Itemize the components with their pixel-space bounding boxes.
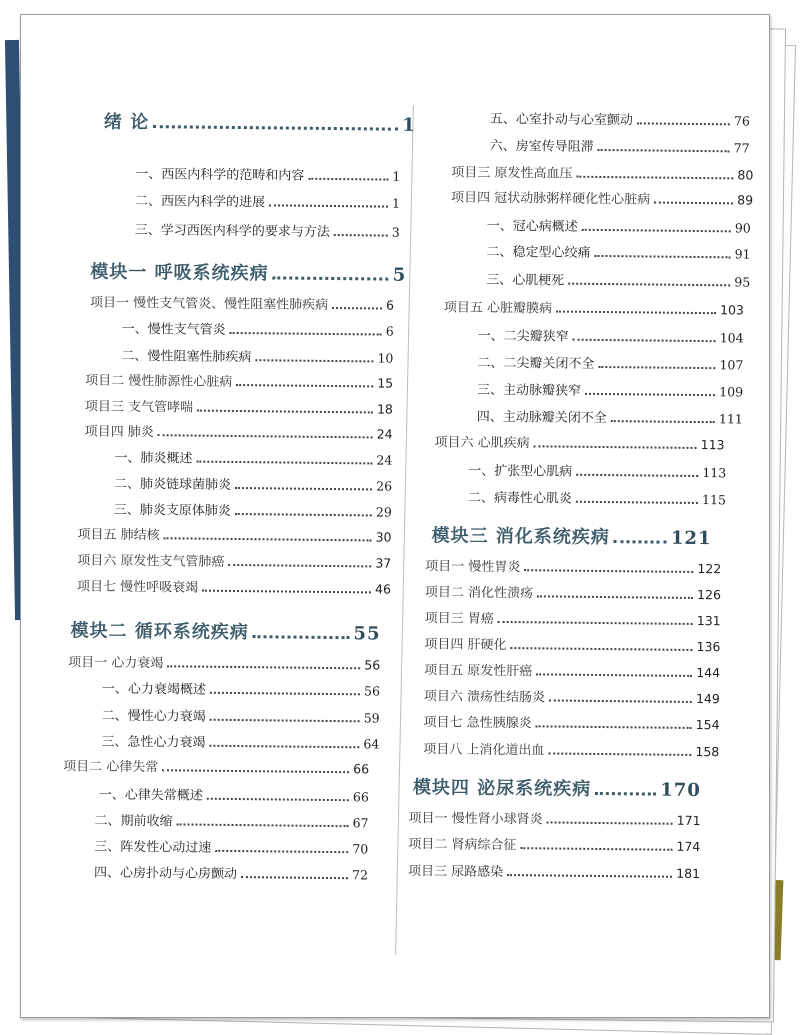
entry-title: 一、二尖瓣狭窄 bbox=[477, 328, 569, 345]
page-number: 72 bbox=[352, 867, 369, 883]
entry-title: 项目三 尿路感染 bbox=[407, 863, 504, 880]
section-entry bbox=[114, 499, 392, 521]
page-number: 113 bbox=[700, 437, 725, 453]
dot-leader bbox=[273, 276, 389, 280]
entry-title: 三、心肌梗死 bbox=[486, 272, 565, 289]
section-entry bbox=[468, 487, 726, 509]
entry-title: 四、主动脉瓣关闭不全 bbox=[476, 409, 607, 427]
section-entry bbox=[102, 678, 380, 700]
section-entry bbox=[477, 379, 743, 401]
dot-leader bbox=[177, 823, 349, 827]
dot-leader bbox=[215, 850, 348, 853]
page-number: 1 bbox=[392, 168, 401, 184]
dot-leader bbox=[507, 874, 672, 878]
entry-title: 二、稳定型心绞痛 bbox=[486, 244, 591, 261]
project-entry bbox=[77, 549, 391, 571]
project-entry bbox=[434, 431, 724, 453]
page-number: 56 bbox=[364, 657, 381, 673]
dot-leader bbox=[498, 621, 693, 625]
project-entry bbox=[451, 161, 753, 183]
entry-title: 二、慢性阻塞性肺疾病 bbox=[121, 348, 252, 366]
project-entry bbox=[68, 651, 380, 673]
dot-leader bbox=[611, 420, 715, 423]
project-entry bbox=[63, 755, 369, 777]
entry-title: 模块三 消化系统疾病 bbox=[431, 525, 610, 549]
page-number: 126 bbox=[697, 587, 722, 603]
section-entry bbox=[135, 219, 400, 241]
project-entry bbox=[408, 833, 700, 855]
project-entry bbox=[424, 685, 720, 707]
page-number: 30 bbox=[375, 529, 392, 545]
dot-leader bbox=[598, 366, 715, 369]
section-entry bbox=[477, 352, 743, 374]
toc-column-left bbox=[47, 15, 416, 883]
page-number: 64 bbox=[363, 736, 380, 752]
dot-leader bbox=[594, 255, 730, 258]
page-number: 76 bbox=[733, 113, 750, 129]
project-entry bbox=[444, 296, 744, 318]
section-entry bbox=[490, 135, 750, 157]
dot-leader bbox=[576, 474, 698, 477]
page-number: 95 bbox=[734, 274, 751, 290]
dot-leader bbox=[598, 149, 730, 152]
section-entry bbox=[477, 406, 743, 428]
section-entry bbox=[101, 731, 379, 753]
dot-leader bbox=[568, 283, 730, 287]
page-number: 1 bbox=[392, 195, 401, 211]
dot-leader bbox=[334, 234, 388, 237]
entry-title: 项目四 冠状动脉粥样硬化性心脏病 bbox=[451, 190, 651, 208]
dot-leader bbox=[520, 847, 672, 851]
entry-title: 三、急性心力衰竭 bbox=[101, 734, 206, 751]
toc-page bbox=[20, 14, 770, 1018]
dot-leader bbox=[167, 665, 360, 669]
toc-column-right bbox=[407, 15, 763, 882]
page-number: 10 bbox=[377, 350, 394, 366]
entry-title: 三、阵发性心动过速 bbox=[94, 839, 212, 856]
entry-title: 二、病毒性心肌炎 bbox=[467, 490, 573, 507]
module-heading bbox=[413, 773, 701, 802]
dot-leader bbox=[332, 307, 382, 310]
entry-title: 一、西医内科学的范畴和内容 bbox=[135, 166, 305, 184]
dot-leader bbox=[576, 501, 698, 504]
entry-title: 二、肺炎链球菌肺炎 bbox=[114, 476, 232, 493]
project-entry bbox=[425, 581, 721, 603]
entry-title: 项目一 心力衰竭 bbox=[68, 655, 164, 672]
section-entry bbox=[121, 345, 393, 367]
page-number: 56 bbox=[363, 683, 381, 699]
entry-title: 一、慢性支气管炎 bbox=[121, 321, 226, 338]
section-entry bbox=[102, 705, 380, 727]
section-entry bbox=[486, 241, 750, 263]
dot-leader bbox=[209, 745, 359, 749]
dot-leader bbox=[548, 752, 691, 755]
project-entry bbox=[425, 607, 721, 629]
section-entry bbox=[114, 447, 392, 469]
page-number: 66 bbox=[353, 761, 370, 777]
project-entry bbox=[424, 633, 720, 655]
entry-title: 项目一 慢性支气管炎、慢性阻塞性肺疾病 bbox=[89, 295, 329, 313]
page-number: 158 bbox=[695, 743, 720, 760]
project-entry bbox=[77, 523, 391, 545]
dot-leader bbox=[210, 692, 360, 696]
dot-leader bbox=[308, 178, 388, 181]
page-number: 6 bbox=[385, 297, 395, 313]
section-entry bbox=[486, 269, 750, 291]
dot-leader bbox=[253, 635, 350, 639]
section-entry bbox=[122, 318, 394, 340]
entry-title: 五、心室扑动与心室颤动 bbox=[489, 111, 633, 129]
page-number: 77 bbox=[733, 140, 750, 156]
section-entry bbox=[135, 190, 400, 212]
page-number: 3 bbox=[391, 224, 400, 240]
project-entry bbox=[77, 575, 391, 597]
entry-title: 项目八 上消化道出血 bbox=[423, 742, 545, 759]
project-entry bbox=[409, 807, 701, 829]
page-number: 89 bbox=[737, 192, 754, 208]
page-number: 115 bbox=[702, 492, 727, 508]
entry-title: 二、二尖瓣关闭不全 bbox=[477, 355, 595, 372]
entry-title: 项目三 支气管哮喘 bbox=[84, 399, 194, 416]
dot-leader bbox=[210, 719, 360, 723]
entry-title: 三、学习西医内科学的要求与方法 bbox=[134, 222, 330, 240]
page-number: 24 bbox=[376, 452, 393, 468]
page-number: 104 bbox=[719, 330, 744, 346]
entry-title: 项目二 慢性肺源性心脏病 bbox=[85, 373, 233, 390]
project-entry bbox=[423, 738, 719, 760]
page-number: 170 bbox=[660, 779, 702, 802]
entry-title: 二、期前收缩 bbox=[94, 813, 173, 830]
entry-title: 项目二 心律失常 bbox=[63, 759, 159, 776]
page-number: 154 bbox=[695, 716, 720, 733]
entry-title: 三、主动脉瓣狭窄 bbox=[476, 382, 582, 399]
dot-leader bbox=[654, 202, 733, 205]
entry-title: 项目一 慢性胃炎 bbox=[425, 559, 521, 576]
dot-leader bbox=[235, 487, 372, 490]
entry-title: 模块四 泌尿系统疾病 bbox=[412, 777, 592, 800]
dot-leader bbox=[228, 564, 371, 567]
section-entry bbox=[114, 473, 392, 495]
entry-title: 一、心律失常概述 bbox=[98, 787, 203, 804]
page-number: 109 bbox=[719, 384, 744, 400]
dot-leader bbox=[573, 339, 716, 342]
project-entry bbox=[425, 555, 721, 577]
dot-leader bbox=[241, 876, 348, 879]
page-number: 55 bbox=[353, 623, 381, 645]
dot-leader bbox=[524, 569, 693, 573]
dot-leader bbox=[153, 125, 398, 131]
entry-title: 绪 论 bbox=[103, 111, 150, 134]
dot-leader bbox=[162, 769, 349, 773]
project-entry bbox=[408, 860, 700, 882]
dot-leader bbox=[207, 798, 349, 801]
page-number: 29 bbox=[375, 504, 392, 520]
entry-title: 项目七 慢性呼吸衰竭 bbox=[76, 579, 199, 596]
section-entry bbox=[99, 784, 369, 806]
dot-leader bbox=[549, 699, 692, 702]
section-entry bbox=[135, 163, 400, 185]
page-number: 18 bbox=[376, 401, 393, 417]
section-entry bbox=[94, 862, 368, 884]
dot-leader bbox=[269, 204, 388, 207]
module-heading bbox=[104, 108, 416, 137]
entry-title: 项目五 肺结核 bbox=[77, 527, 160, 544]
dot-leader bbox=[576, 176, 733, 180]
dot-leader bbox=[582, 229, 731, 233]
dot-leader bbox=[537, 595, 693, 599]
dot-leader bbox=[236, 384, 373, 387]
project-entry bbox=[85, 420, 393, 442]
dot-leader bbox=[536, 673, 692, 677]
dot-leader bbox=[164, 537, 372, 541]
module-heading bbox=[431, 521, 711, 550]
section-entry bbox=[94, 810, 368, 832]
page-number: 70 bbox=[352, 841, 369, 857]
entry-title: 二、慢性心力衰竭 bbox=[101, 708, 206, 725]
dot-leader bbox=[595, 792, 656, 796]
page-number: 107 bbox=[719, 357, 744, 373]
page-number: 122 bbox=[697, 561, 722, 577]
page-number: 91 bbox=[734, 246, 751, 262]
project-entry bbox=[85, 369, 393, 391]
dot-leader bbox=[511, 647, 693, 651]
dot-leader bbox=[202, 590, 371, 594]
entry-title: 项目五 原发性肝癌 bbox=[424, 663, 533, 680]
page-number: 80 bbox=[737, 167, 754, 183]
project-entry bbox=[424, 711, 720, 733]
entry-title: 一、扩张型心肌病 bbox=[468, 463, 573, 480]
page-number: 121 bbox=[670, 527, 712, 550]
entry-title: 项目一 慢性肾小球肾炎 bbox=[408, 810, 543, 828]
dot-leader bbox=[196, 461, 372, 465]
page-number: 174 bbox=[676, 838, 701, 855]
entry-title: 一、心力衰竭概述 bbox=[101, 681, 207, 698]
page-number: 103 bbox=[719, 302, 745, 318]
entry-title: 项目六 心肌疾病 bbox=[434, 435, 530, 452]
entry-title: 六、房室传导阻滞 bbox=[489, 138, 594, 155]
page-number: 136 bbox=[696, 639, 721, 655]
page-number: 6 bbox=[385, 323, 394, 339]
dot-leader bbox=[585, 393, 715, 396]
dot-leader bbox=[534, 445, 697, 449]
section-entry bbox=[487, 215, 751, 237]
entry-title: 项目六 溃疡性结肠炎 bbox=[423, 689, 546, 706]
dot-leader bbox=[255, 359, 373, 362]
page-number: 37 bbox=[375, 555, 392, 571]
entry-title: 模块一 呼吸系统疾病 bbox=[90, 261, 269, 285]
page-number: 26 bbox=[376, 478, 393, 494]
page-number: 149 bbox=[695, 691, 720, 707]
page-number: 67 bbox=[352, 815, 369, 831]
entry-title: 项目五 心脏瓣膜病 bbox=[443, 300, 553, 317]
page-number: 66 bbox=[352, 789, 369, 805]
page-number: 24 bbox=[376, 426, 393, 442]
page-number: 113 bbox=[702, 465, 727, 481]
entry-title: 一、肺炎概述 bbox=[114, 450, 193, 467]
dot-leader bbox=[556, 311, 716, 315]
page-number: 131 bbox=[696, 613, 721, 629]
entry-title: 项目六 原发性支气管肺癌 bbox=[77, 553, 225, 570]
section-entry bbox=[490, 108, 750, 130]
dot-leader bbox=[230, 332, 382, 336]
entry-title: 项目二 肾病综合征 bbox=[408, 836, 517, 854]
page-number: 1 bbox=[402, 114, 416, 136]
dot-leader bbox=[235, 513, 372, 516]
entry-title: 项目三 胃癌 bbox=[424, 611, 494, 627]
section-entry bbox=[468, 460, 726, 482]
entry-title: 项目四 肺炎 bbox=[84, 424, 154, 441]
dot-leader bbox=[637, 122, 730, 125]
page-number: 90 bbox=[734, 220, 751, 236]
entry-title: 项目四 肝硬化 bbox=[424, 637, 507, 654]
page-number: 111 bbox=[718, 411, 743, 427]
dot-leader bbox=[158, 434, 373, 438]
page-number: 181 bbox=[676, 865, 701, 882]
dot-leader bbox=[547, 821, 673, 824]
page-number: 171 bbox=[676, 812, 701, 829]
project-entry bbox=[85, 395, 393, 417]
entry-title: 二、西医内科学的进展 bbox=[134, 193, 266, 211]
section-entry bbox=[478, 325, 744, 347]
entry-title: 四、心房扑动与心房颤动 bbox=[93, 865, 238, 883]
project-entry bbox=[424, 659, 720, 681]
dot-leader bbox=[197, 410, 373, 414]
page-number: 59 bbox=[363, 710, 380, 726]
page-number: 15 bbox=[377, 375, 394, 391]
module-heading bbox=[90, 257, 406, 286]
entry-title: 一、冠心病概述 bbox=[486, 218, 578, 235]
entry-title: 项目七 急性胰腺炎 bbox=[423, 715, 532, 732]
section-entry bbox=[94, 836, 368, 858]
page-number: 5 bbox=[392, 264, 407, 286]
entry-title: 项目二 消化性溃疡 bbox=[424, 585, 534, 602]
project-entry bbox=[90, 291, 394, 313]
entry-title: 三、肺炎支原体肺炎 bbox=[113, 502, 231, 519]
entry-title: 项目三 原发性高血压 bbox=[451, 165, 573, 182]
page-number: 46 bbox=[375, 581, 392, 597]
page-number: 144 bbox=[696, 665, 721, 681]
project-entry bbox=[451, 186, 753, 208]
dot-leader bbox=[614, 540, 667, 544]
entry-title: 模块二 循环系统疾病 bbox=[70, 620, 249, 644]
dot-leader bbox=[536, 725, 692, 729]
module-heading bbox=[70, 616, 380, 645]
